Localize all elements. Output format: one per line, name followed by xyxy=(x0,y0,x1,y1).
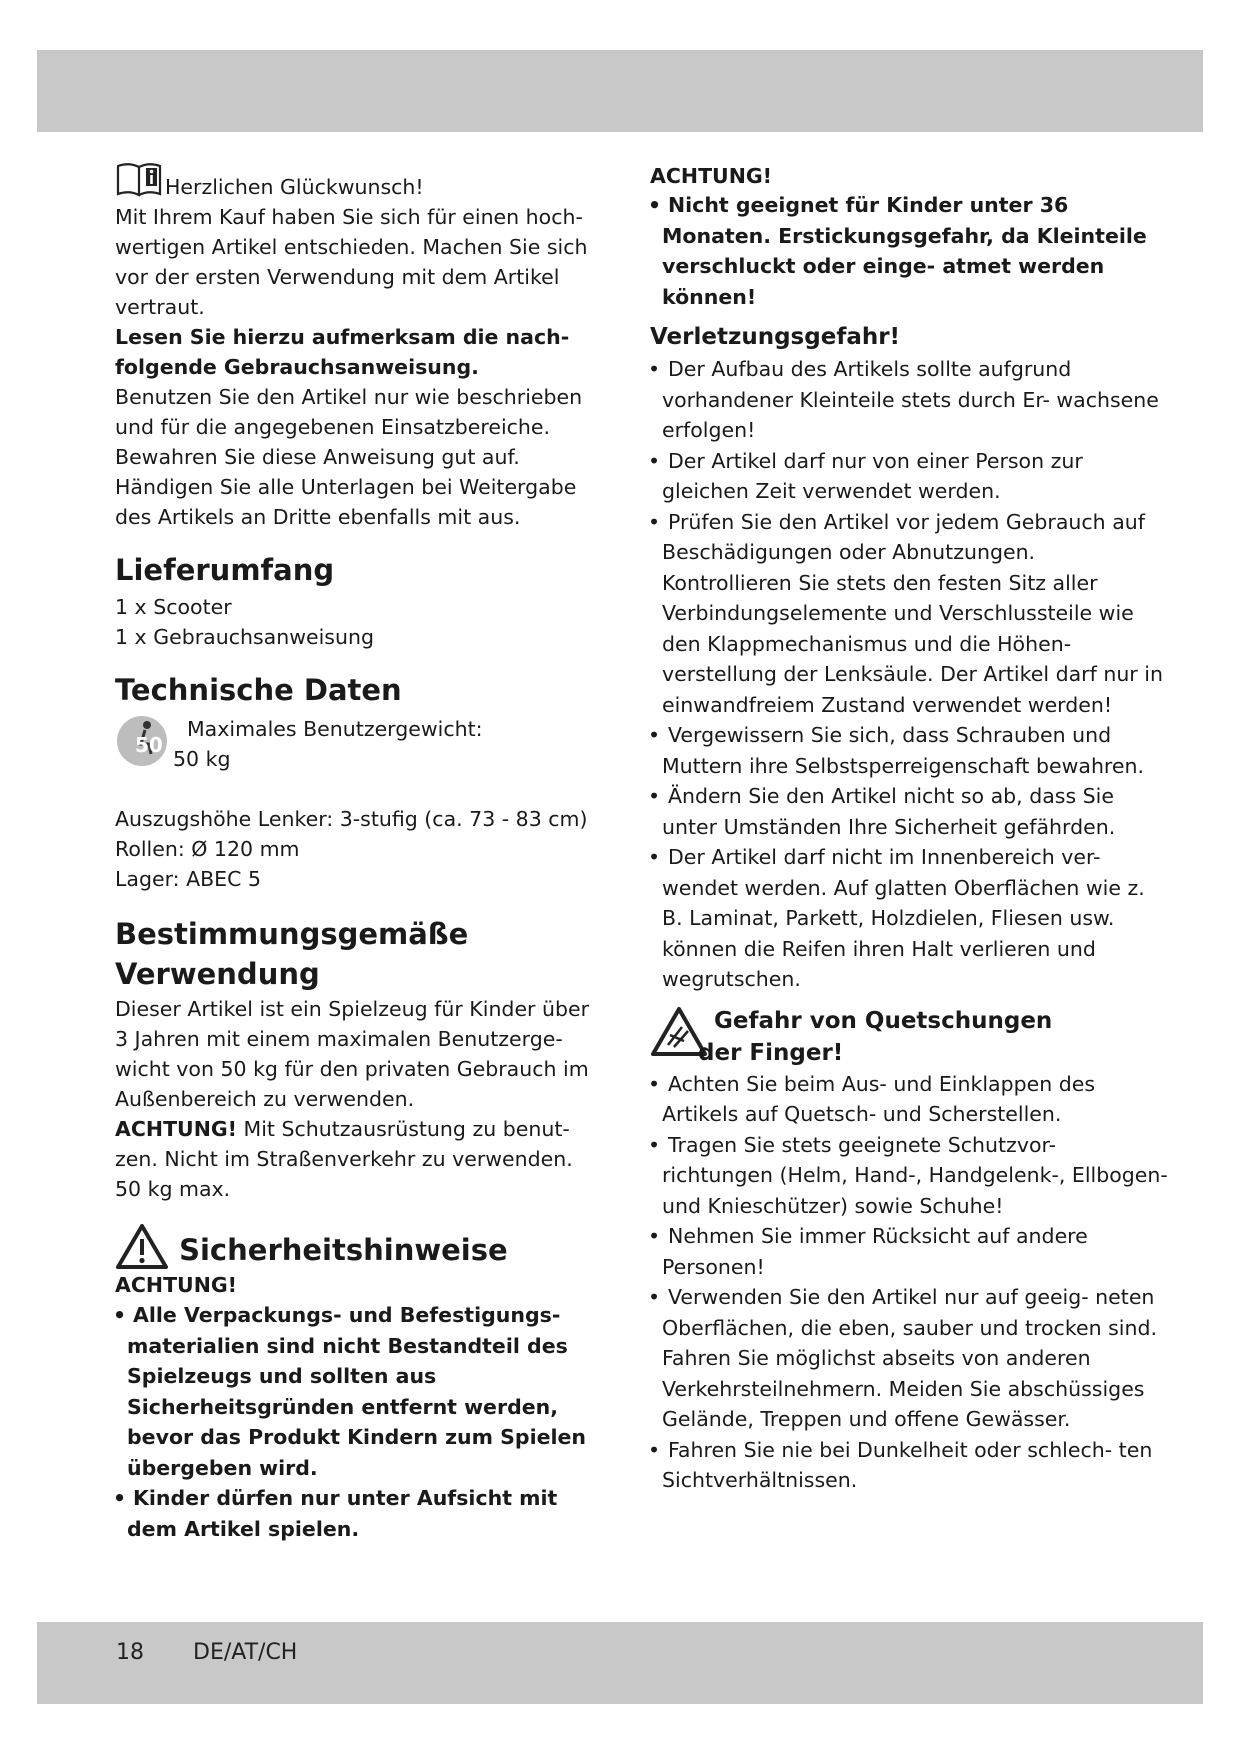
bestimmung-line: zen. Nicht im Straßenverkehr zu verwenden. xyxy=(115,1147,573,1171)
max-weight-label: Maximales Benutzergewicht: xyxy=(187,717,483,741)
quetsch-title: Gefahr von Quetschungen xyxy=(714,1007,1053,1034)
book-info-icon xyxy=(115,162,165,198)
list-item: • Kinder dürfen nur unter Aufsicht mit dem Artikel spielen. xyxy=(115,1483,605,1544)
page-number: 18 xyxy=(116,1640,144,1665)
right-column xyxy=(650,162,1170,1496)
intro-line: des Artikels an Dritte ebenfalls mit aus. xyxy=(115,505,521,529)
intro-line: und für die angegebenen Einsatzbereiche. xyxy=(115,415,551,439)
sicherheit-heading xyxy=(115,1222,605,1270)
achtung-text: Mit Schutzausrüstung zu benut- xyxy=(237,1117,570,1141)
max-weight-row xyxy=(115,714,605,774)
bestimmung-achtung-line xyxy=(115,1114,605,1144)
intro-greeting-line xyxy=(115,162,605,202)
list-item: • Nehmen Sie immer Rücksicht auf andere Personen! xyxy=(650,1221,1170,1282)
warning-triangle-icon xyxy=(115,1222,169,1270)
list-item: • Vergewissern Sie sich, dass Schrauben und Muttern ihre Selbstsperreigenschaft bewahren. xyxy=(650,720,1170,781)
weight-icon-number: 50 xyxy=(135,733,163,757)
list-item: • Tragen Sie stets geeignete Schutzvor- richtungen (Helm, Hand-, Handgelenk-, Ellbogen- und Knieschützer) sowie Schuhe! xyxy=(650,1130,1170,1222)
bestimmung-line: 3 Jahren mit einem maximalen Benutzerge- xyxy=(115,1027,563,1051)
list-item: • Der Artikel darf nur von einer Person zur gleichen Zeit verwendet werden. xyxy=(650,446,1170,507)
intro-line: wertigen Artikel entschieden. Machen Sie sich xyxy=(115,235,588,259)
sicherheit-title: Sicherheitshinweise xyxy=(179,1233,508,1267)
intro-bold-line: folgende Gebrauchsanweisung. xyxy=(115,355,479,379)
spec-line: Lager: ABEC 5 xyxy=(115,867,262,891)
sicherheit-bullet-list xyxy=(115,1300,605,1544)
intro-line: Händigen Sie alle Unterlagen bei Weitergabe xyxy=(115,475,577,499)
spec-line: Rollen: Ø 120 mm xyxy=(115,837,300,861)
list-item: • Achten Sie beim Aus- und Einklappen des Artikels auf Quetsch- und Scherstellen. xyxy=(650,1069,1170,1130)
bestimmung-heading-2: Verwendung xyxy=(115,957,320,991)
bestimmung-heading: Bestimmungsgemäße xyxy=(115,917,469,951)
list-item: • Fahren Sie nie bei Dunkelheit oder schlech- ten Sichtverhältnissen. xyxy=(650,1435,1170,1496)
header-band xyxy=(37,50,1203,132)
intro-line: Mit Ihrem Kauf haben Sie sich für einen hoch- xyxy=(115,205,583,229)
intro-greeting: Herzlichen Glückwunsch! xyxy=(165,175,424,199)
intro-line: Bewahren Sie diese Anweisung gut auf. xyxy=(115,445,520,469)
max-weight-value: 50 kg xyxy=(173,747,231,771)
intro-bold-line: Lesen Sie hierzu aufmerksam die nach- xyxy=(115,325,570,349)
list-item: • Verwenden Sie den Artikel nur auf geeig- neten Oberflächen, die eben, sauber und trocken sind. Fahren Sie möglichst abseits von anderen Verkehrsteilnehmern. Meiden Sie abschüssiges Gelände, Treppen und offene Gewässer. xyxy=(650,1282,1170,1435)
lieferumfang-item: 1 x Gebrauchsanweisung xyxy=(115,625,374,649)
verletzung-bullet-list xyxy=(650,354,1170,995)
spec-line: Auszugshöhe Lenker: 3-stufig (ca. 73 - 83 cm) xyxy=(115,807,588,831)
weight-limit-icon xyxy=(115,714,169,768)
achtung-label: ACHTUNG! xyxy=(650,164,773,188)
verletzung-heading: Verletzungsgefahr! xyxy=(650,324,901,350)
list-item: • Der Aufbau des Artikels sollte aufgrund vorhandener Kleinteile stets durch Er- wachsene erfolgen! xyxy=(650,354,1170,446)
bestimmung-line: Außenbereich zu verwenden. xyxy=(115,1087,415,1111)
intro-line: vor der ersten Verwendung mit dem Artikel xyxy=(115,265,560,289)
list-item: • Alle Verpackungs- und Befestigungs- materialien sind nicht Bestandteil des Spielzeugs und sollten aus Sicherheitsgründen entfernt werden, bevor das Produkt Kindern zum Spielen übergeben wird. xyxy=(115,1300,605,1483)
left-column xyxy=(115,162,605,1544)
achtung-label: ACHTUNG! xyxy=(115,1117,238,1141)
quetsch-bullet-list xyxy=(650,1069,1170,1496)
region-label: DE/AT/CH xyxy=(193,1640,298,1665)
list-item: • Nicht geeignet für Kinder unter 36 Monaten. Erstickungsgefahr, da Kleinteile verschluckt oder einge- atmet werden können! xyxy=(650,190,1170,312)
intro-line: Benutzen Sie den Artikel nur wie beschrieben xyxy=(115,385,583,409)
bestimmung-line: wicht von 50 kg für den privaten Gebrauch im xyxy=(115,1057,589,1081)
quetsch-title-2: der Finger! xyxy=(698,1039,844,1066)
intro-line: vertraut. xyxy=(115,295,205,319)
lieferumfang-item: 1 x Scooter xyxy=(115,595,232,619)
quetsch-heading xyxy=(650,1005,1170,1069)
list-item: • Prüfen Sie den Artikel vor jedem Gebrauch auf Beschädigungen oder Abnutzungen. Kontrollieren Sie stets den festen Sitz aller Verbindungselemente und Verschlussteile wie den Klappmechanismus und die Höhen- verstellung der Lenksäule. Der Artikel darf nur in einwandfreiem Zustand verwendet werden! xyxy=(650,507,1170,721)
technische-daten-heading: Technische Daten xyxy=(115,673,402,707)
bestimmung-line: 50 kg max. xyxy=(115,1177,231,1201)
lieferumfang-heading: Lieferumfang xyxy=(115,553,335,587)
bestimmung-line: Dieser Artikel ist ein Spielzeug für Kinder über xyxy=(115,997,590,1021)
achtung-bullet-list xyxy=(650,190,1170,312)
list-item: • Ändern Sie den Artikel nicht so ab, dass Sie unter Umständen Ihre Sicherheit gefährden. xyxy=(650,781,1170,842)
achtung-label: ACHTUNG! xyxy=(115,1273,238,1297)
list-item: • Der Artikel darf nicht im Innenbereich ver- wendet werden. Auf glatten Oberflächen wie z. B. Laminat, Parkett, Holzdielen, Fliesen usw. können die Reifen ihren Halt verlieren und wegrutschen. xyxy=(650,842,1170,995)
